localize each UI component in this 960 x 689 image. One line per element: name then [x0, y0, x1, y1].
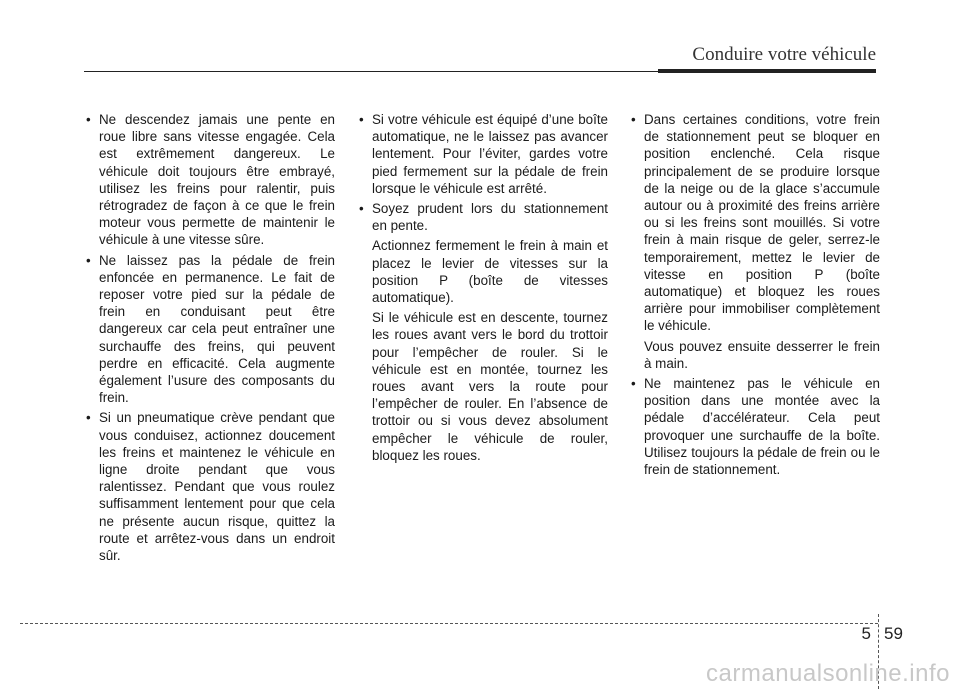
- bullet-item: [84, 252, 335, 407]
- section-title: Conduire votre véhicule: [692, 44, 876, 65]
- bullet-icon: •: [86, 410, 91, 426]
- bullet-item: [357, 200, 608, 464]
- bullet-paragraph: Ne laissez pas la pédale de frein enfoncée en permanence. Le fait de reposer votre pied sur la pédale de frein en conduisant peut être dangereux car cela peut entraîner une surchauffe des freins, qui peuvent perdre en efficacité. Cela augmente également l’usure des composants du frein.: [99, 252, 335, 406]
- bullet-paragraph: Ne descendez jamais une pente en roue libre sans vitesse engagée. Cela est extrêmement dangereux. Le véhicule doit toujours être embrayé, utilisez les freins pour ralentir, puis rétrogradez de façon à ce que le frein moteur vous permette de maintenir le véhicule à une vitesse sûre.: [99, 112, 335, 248]
- bullet-icon: •: [631, 112, 636, 127]
- bullet-paragraph: Vous pouvez ensuite desserrer le frein à main.: [644, 338, 880, 371]
- bullet-icon: •: [359, 201, 364, 217]
- bullet-item: [629, 111, 880, 372]
- bullet-icon: •: [631, 376, 636, 392]
- bullet-item: [629, 375, 880, 478]
- bullet-icon: •: [86, 252, 91, 268]
- text-column-1: [84, 111, 335, 567]
- bullet-paragraph: Si votre véhicule est équipé d’une boîte automatique, ne le laissez pas avancer lentement. Pour l’éviter, gardes votre pied fermement sur la pédale de frein lorsque le véhicule est arrêté.: [372, 112, 608, 196]
- bullet-item: [84, 409, 335, 564]
- text-column-3: [629, 111, 880, 481]
- chapter-number: 5: [861, 624, 871, 643]
- bullet-icon: •: [86, 112, 91, 127]
- bullet-paragraph: Si le véhicule est en descente, tournez les roues avant vers le bord du trottoir pour l’empêcher de rouler. Si le véhicule est en montée, tournez les roues avant vers la route pour l’empêcher de rouler. En l’absence de trottoir ou si vous devez absolument empêcher le véhicule de rouler, bloquez les roues.: [372, 310, 608, 463]
- text-column-2: [357, 111, 608, 467]
- header-rule-accent: [658, 69, 876, 73]
- bullet-icon: •: [359, 112, 364, 127]
- bullet-item: [357, 111, 608, 197]
- page-number: 59: [884, 624, 903, 643]
- bullet-paragraph: Si un pneumatique crève pendant que vous conduisez, actionnez doucement les freins et maintenez le véhicule en ligne droite pendant que vous ralentissez. Pendant que vous roulez suffisamment lentement pour que cela ne présente aucun risque, quittez la route et arrêtez-vous dans un endroit sûr.: [99, 410, 335, 564]
- bullet-paragraph: Actionnez fermement le frein à main et placez le levier de vitesses sur la position P (boîte de vitesses automatique).: [372, 238, 608, 306]
- bullet-paragraph: Ne maintenez pas le véhicule en position dans une montée avec la pédale d’accélérateur. Cela peut provoquer une surchauffe de la boîte. Utilisez toujours la pédale de frein ou le frein de stationnement.: [644, 376, 880, 478]
- watermark-text: carmanualsonline.info: [706, 660, 950, 687]
- footer-rule: [20, 623, 878, 624]
- bullet-paragraph: Soyez prudent lors du stationnement en pente.: [372, 201, 608, 234]
- bullet-paragraph: Dans certaines conditions, votre frein de stationnement peut se bloquer en position enclenché. Cela risque principalement de se produire lorsque de la neige ou de la glace s’accumule autour ou à proximité des freins arrière ou si les freins sont mouillés. Si votre frein à main risque de geler, serrez-le temporairement, mettez le levier de vitesse en position P (boîte automatique) et bloquez les roues arrière pour immobiliser complètement le véhicule.: [644, 112, 880, 334]
- bullet-item: [84, 111, 335, 249]
